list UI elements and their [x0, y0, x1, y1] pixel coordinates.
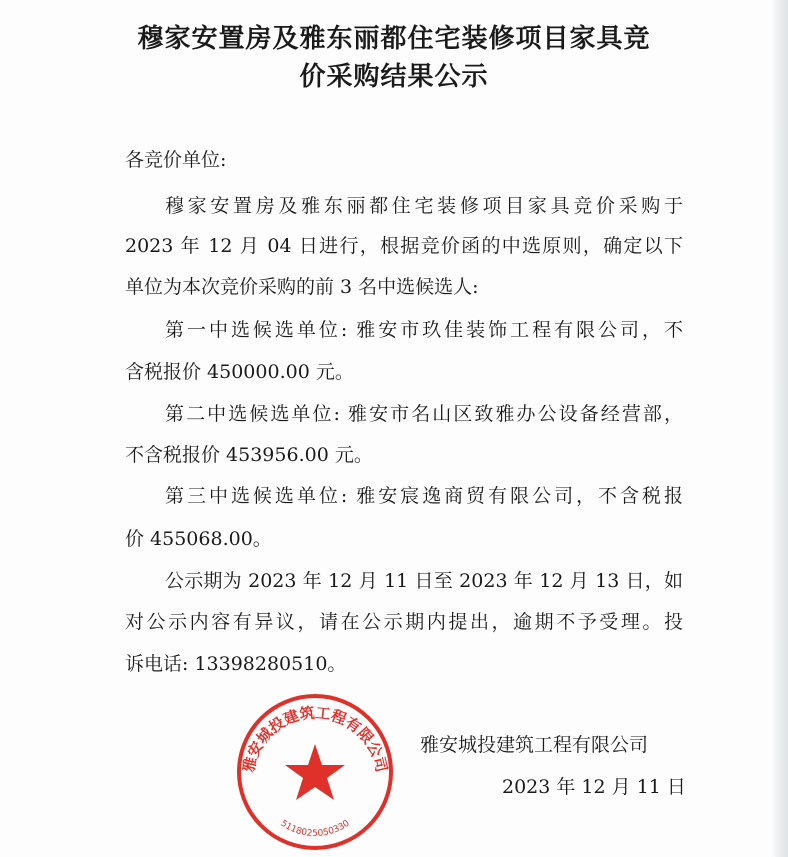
salutation: 各竞价单位:: [125, 149, 227, 171]
paragraph-line: 穆家安置房及雅东丽都住宅装修项目家具竞价采购于: [165, 195, 683, 217]
candidate-1-line: 含税报价 450000.00 元。: [125, 361, 354, 383]
candidate-2-line: 不含税报价 453956.00 元。: [125, 444, 373, 466]
signature-company: 雅安城投建筑工程有限公司: [420, 734, 649, 756]
scan-edge: [770, 0, 788, 857]
seal-number: 5118025050330: [278, 818, 352, 839]
seal-text: 雅安城投建筑工程有限公司: [239, 703, 391, 774]
notice-line: 公示期为 2023 年 12 月 11 日至 2023 年 12 月 13 日，如: [165, 570, 683, 592]
svg-text:5118025050330: [278, 818, 351, 839]
candidate-3-line: 价 455068.00。: [125, 528, 272, 550]
signature-date: 2023 年 12 月 11 日: [502, 776, 686, 798]
notice-line: 对公示内容有异议，请在公示期内提出，逾期不予受理。投: [125, 611, 683, 633]
title-line-1: 穆家安置房及雅东丽都住宅装修项目家具竞: [137, 24, 651, 54]
candidate-3-line: 第三中选候选单位: 雅安宸逸商贸有限公司，不含税报: [165, 485, 683, 507]
title-line-2: 价采购结果公示: [299, 62, 489, 92]
candidate-1-line: 第一中选候选单位: 雅安市玖佳装饰工程有限公司，不: [165, 319, 683, 341]
paragraph-line: 单位为本次竞价采购的前 3 名中选候选人:: [125, 276, 479, 298]
notice-line: 诉电话: 13398280510。: [125, 653, 347, 675]
paragraph-line: 2023 年 12 月 04 日进行，根据竞价函的中选原则，确定以下: [125, 235, 683, 257]
candidate-2-line: 第二中选候选单位: 雅安市名山区致雅办公设备经营部，: [165, 403, 683, 425]
company-seal: [235, 692, 395, 852]
